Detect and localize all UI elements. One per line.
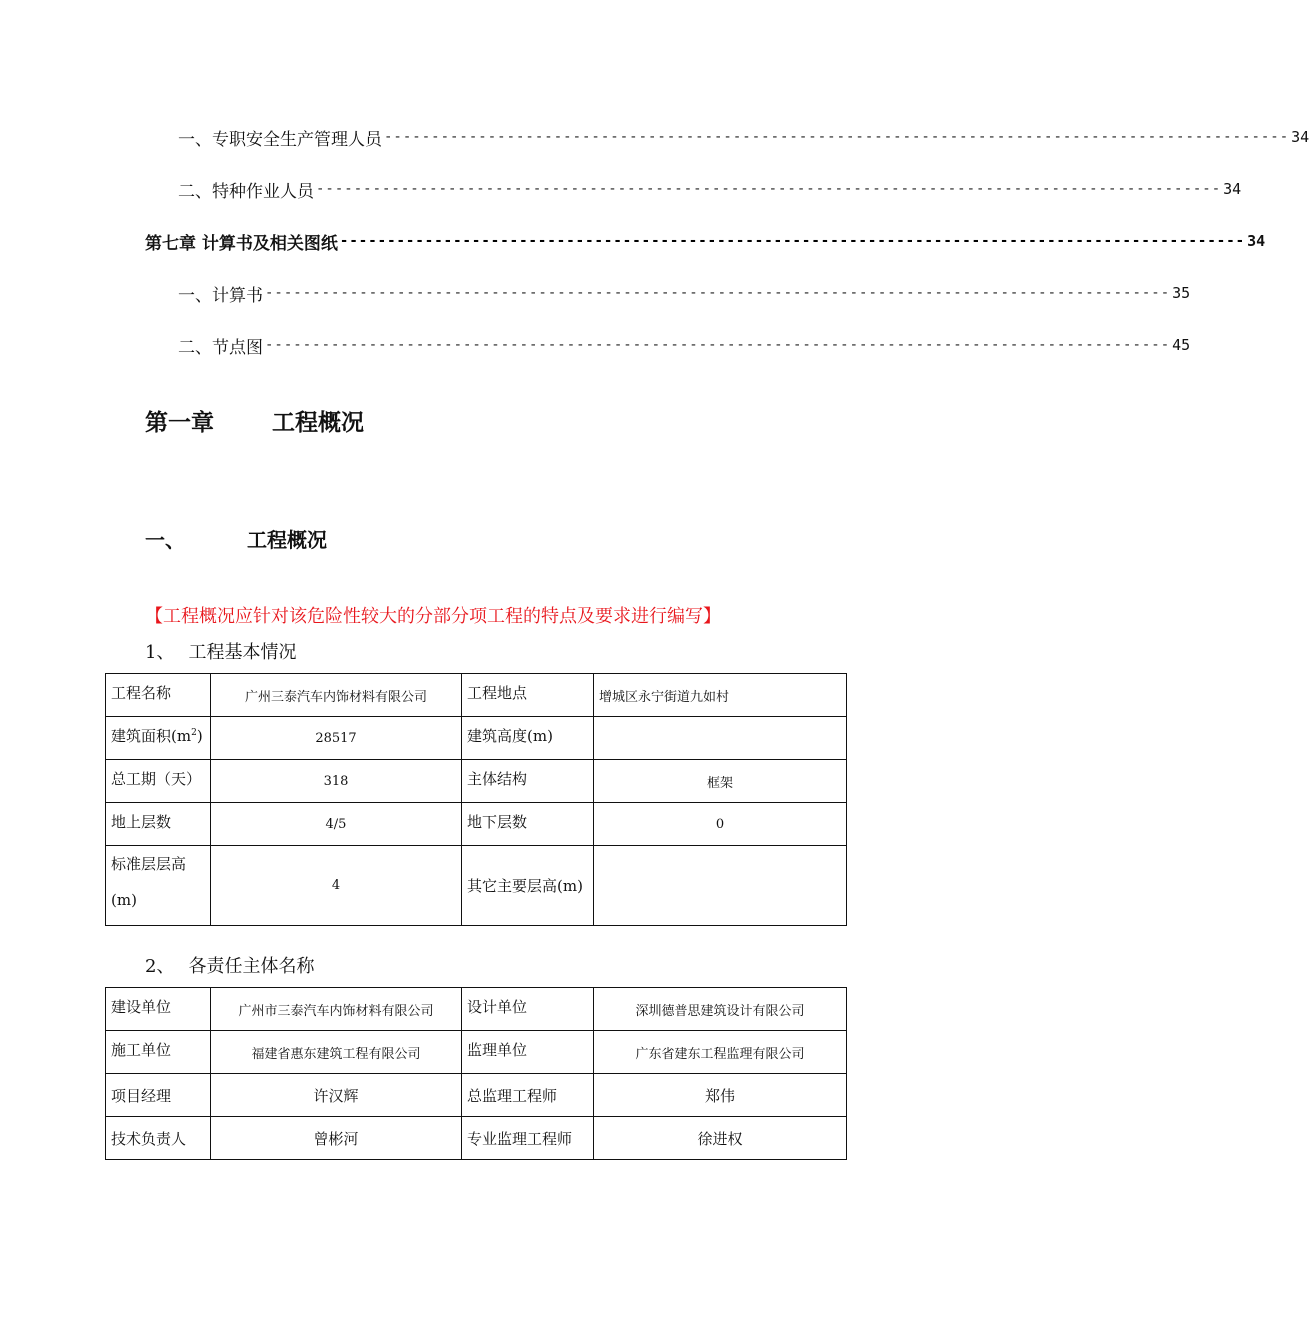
toc-entry[interactable] bbox=[178, 280, 1191, 306]
cell-value: 深圳德普思建筑设计有限公司 bbox=[594, 988, 847, 1031]
toc-entry-page: 34 bbox=[1247, 232, 1266, 250]
toc-entry-title: 第七章 计算书及相关图纸 bbox=[145, 233, 338, 254]
toc-entry[interactable] bbox=[178, 124, 1309, 150]
chapter-heading bbox=[145, 404, 364, 437]
table-row bbox=[106, 760, 847, 803]
cell-label: 项目经理 bbox=[106, 1074, 211, 1117]
cell-label: 工程名称 bbox=[106, 674, 211, 717]
table-row bbox=[106, 1117, 847, 1160]
toc-entry-chapter[interactable] bbox=[145, 228, 1266, 254]
cell-label: 设计单位 bbox=[462, 988, 594, 1031]
table-row bbox=[106, 1031, 847, 1074]
toc-leader: ------------------------------------------------------------------------------------------------ bbox=[316, 181, 1222, 197]
cell-label: 地上层数 bbox=[106, 803, 211, 846]
cell-label: 工程地点 bbox=[462, 674, 594, 717]
table-row bbox=[106, 988, 847, 1031]
project-info-table bbox=[105, 673, 847, 926]
cell-value: 广州三泰汽车内饰材料有限公司 bbox=[211, 674, 462, 717]
instruction-note: 【工程概况应针对该危险性较大的分部分项工程的特点及要求进行编写】 bbox=[145, 606, 721, 627]
cell-label: 建筑高度(m) bbox=[462, 717, 594, 760]
cell-label: 专业监理工程师 bbox=[462, 1117, 594, 1160]
section-number: 一、 bbox=[145, 528, 185, 552]
toc-entry-number: 一、 bbox=[178, 285, 212, 306]
toc-entry[interactable] bbox=[178, 176, 1242, 202]
cell-value: 郑伟 bbox=[594, 1074, 847, 1117]
cell-value: 0 bbox=[594, 803, 847, 846]
toc-leader: ------------------------------------------------------------------------------------------------ bbox=[265, 337, 1171, 353]
cell-value: 框架 bbox=[594, 760, 847, 803]
toc-entry-page: 35 bbox=[1172, 284, 1191, 302]
cell-value: 4 bbox=[211, 846, 462, 926]
cell-label: 建设单位 bbox=[106, 988, 211, 1031]
cell-value: 28517 bbox=[211, 717, 462, 760]
cell-value: 增城区永宁街道九如村 bbox=[594, 674, 847, 717]
cell-label: 技术负责人 bbox=[106, 1117, 211, 1160]
toc-entry-number: 二、 bbox=[178, 337, 212, 358]
cell-value bbox=[594, 846, 847, 926]
cell-label: 主体结构 bbox=[462, 760, 594, 803]
cell-value: 4/5 bbox=[211, 803, 462, 846]
toc-entry-number: 一、 bbox=[178, 129, 212, 150]
cell-label: 建筑面积$(m^2)$ bbox=[106, 717, 211, 760]
toc-entry[interactable] bbox=[178, 332, 1191, 358]
chapter-number: 第一章 bbox=[145, 410, 214, 436]
subheading-responsible-parties: 2、 各责任主体名称 bbox=[145, 956, 315, 977]
toc-entry-title: 节点图 bbox=[212, 337, 263, 358]
cell-value bbox=[594, 717, 847, 760]
toc-entry-page: 34 bbox=[1291, 128, 1309, 146]
toc-entry-page: 45 bbox=[1172, 336, 1191, 354]
toc-entry-page: 34 bbox=[1223, 180, 1242, 198]
cell-label: 其它主要层高(m) bbox=[462, 846, 594, 926]
table-row bbox=[106, 803, 847, 846]
chapter-title: 工程概况 bbox=[272, 410, 364, 436]
toc-entry-title: 特种作业人员 bbox=[212, 181, 314, 202]
section-title: 工程概况 bbox=[247, 528, 327, 552]
cell-value: 318 bbox=[211, 760, 462, 803]
table-row bbox=[106, 1074, 847, 1117]
subheading-basic-info: 1、 工程基本情况 bbox=[145, 642, 297, 663]
cell-value: 广东省建东工程监理有限公司 bbox=[594, 1031, 847, 1074]
section-heading bbox=[145, 524, 327, 553]
cell-value: 福建省惠东建筑工程有限公司 bbox=[211, 1031, 462, 1074]
cell-value: 徐进权 bbox=[594, 1117, 847, 1160]
toc-entry-number: 二、 bbox=[178, 181, 212, 202]
cell-value: 广州市三泰汽车内饰材料有限公司 bbox=[211, 988, 462, 1031]
cell-label: 总工期（天） bbox=[106, 760, 211, 803]
responsible-parties-table bbox=[105, 987, 847, 1160]
toc-leader: ------------------------------------------------------------------------------------------------ bbox=[265, 285, 1171, 301]
cell-label: 总监理工程师 bbox=[462, 1074, 594, 1117]
toc-leader: ------------------------------------------------------------------------------------------------ bbox=[384, 129, 1290, 145]
table-row bbox=[106, 846, 847, 926]
cell-label: 地下层数 bbox=[462, 803, 594, 846]
cell-value: 曾彬河 bbox=[211, 1117, 462, 1160]
toc-leader: ------------------------------------------------------------------------------------------------ bbox=[339, 233, 1246, 249]
table-row bbox=[106, 674, 847, 717]
cell-label: 标准层层高 (m) bbox=[106, 846, 211, 926]
table-row bbox=[106, 717, 847, 760]
cell-label: 监理单位 bbox=[462, 1031, 594, 1074]
toc-entry-title: 计算书 bbox=[212, 285, 263, 306]
cell-value: 许汉辉 bbox=[211, 1074, 462, 1117]
toc-entry-title: 专职安全生产管理人员 bbox=[212, 129, 382, 150]
cell-label: 施工单位 bbox=[106, 1031, 211, 1074]
